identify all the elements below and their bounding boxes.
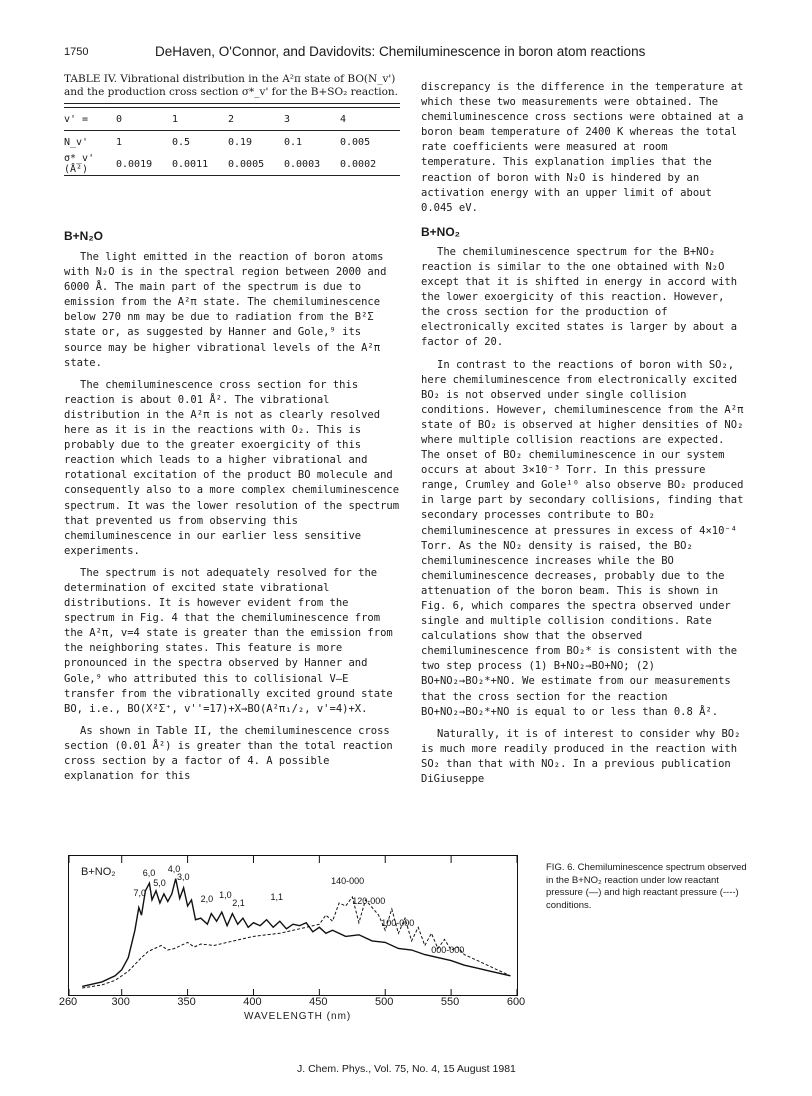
x-tick-label: 300 bbox=[111, 996, 130, 1008]
table-header-cell: 4 bbox=[340, 113, 347, 125]
table-header-row bbox=[64, 108, 400, 130]
table-cell: 0.0002 bbox=[340, 158, 377, 170]
paragraph: The chemiluminescence spectrum for the B+NO₂ reaction is similar to the one obtained with N₂O except that it is shifted in energy in accord with the lower exoergicity of this reaction. However, the cross section for the production of electronically excited states is larger by about a factor of 20. bbox=[421, 245, 738, 349]
band-label: 1,0 bbox=[219, 890, 232, 900]
table-header-cell: 0 bbox=[116, 113, 123, 125]
band-label: 100-000 bbox=[381, 918, 415, 928]
table-cell: 0.1 bbox=[284, 136, 303, 148]
band-label: 140-000 bbox=[331, 876, 365, 886]
band-label: 2,0 bbox=[200, 894, 214, 904]
paragraph: In contrast to the reactions of boron with SO₂, here chemiluminescence from electronically excited BO₂ is not observed under single collision conditions. However, chemiluminescence from the A²π state of BO₂ is observed at higher densities of NO₂ where multiple collision reactions are expected. The onset of BO₂ chemiluminescence in our system occurs at about 3×10⁻³ Torr. In this pressure range, Crumley and Gole¹⁰ also observe BO₂ produced in large part by secondary collisions, finding that secondary processes contribute to BO₂ chemiluminescence at pressures in excess of 4×10⁻⁴ Torr. As the NO₂ density is raised, the BO₂ chemiluminescence increases while the BO chemiluminescence decreases, probably due to the attenuation of the boron beam. This is shown in Fig. 6, which compares the spectra observed under single and multiple collision conditions. Rate calculations show that the observed chemiluminescence from BO₂* is consistent with the two step process (1) B+NO₂→BO+NO; (2) BO+NO₂→BO₂*+NO. We estimate from our measurements that the cross section for the reaction BO+NO₂→BO₂*+NO is equal to or less than 0.8 Å². bbox=[421, 358, 744, 718]
paragraph: Naturally, it is of interest to consider why BO₂ is much more readily produced in the reaction with SO₂ than that with NO₂. In a previous publication DiGiuseppe bbox=[421, 727, 741, 786]
band-label: 000-000 bbox=[431, 945, 465, 955]
table-cell: 0.0003 bbox=[284, 158, 321, 170]
table-caption: TABLE IV. Vibrational distribution in the A²π state of BO(N_v') and the production cross section σ*_v' for the B+SO₂ reaction. bbox=[64, 73, 399, 98]
x-tick-label: 350 bbox=[177, 996, 196, 1008]
band-label: 4,0 bbox=[167, 864, 181, 874]
table-header-cell: 1 bbox=[172, 113, 179, 125]
band-label: 120-000 bbox=[352, 896, 386, 906]
band-label: 3,0 bbox=[176, 872, 190, 882]
paragraph: The light emitted in the reaction of boron atoms with N₂O is in the spectral region between 2000 and 6000 Å. The main part of the spectrum is due to emission from the A²π state. The chemiluminescence below 270 nm may be due to radiation from the B²Σ state or, as suggested by Hanner and Gole,⁹ its source may be higher vibrational levels of the A²π state. bbox=[64, 251, 387, 369]
paragraph: discrepancy is the difference in the temperature at which these two measurements were obtained. The chemiluminescence cross sections were obtained at a boron beam temperature of 2400 K whereas the total rate coefficients were measured at room temperature. This explanation implies that the reaction of boron with N₂O is hindered by an activation energy with an upper limit of about 0.045 eV. bbox=[421, 81, 744, 214]
paragraph: The spectrum is not adequately resolved for the determination of excited state vibrational distributions. It is however evident from the spectrum in Fig. 4 that the chemiluminescence from the A²π, v=4 state is greater than the emission from the neighboring states. This feature is more pronounced in the spectra observed by Hanner and Gole,⁹ who attributed this to collisional V–E transfer from the vibrationally excited ground state BO, i.e., BO(X²Σ⁺, v''=17)+X→BO(A²π₁/₂, v'=4)+X. bbox=[64, 566, 393, 715]
data-table bbox=[64, 108, 400, 130]
left-column bbox=[64, 229, 400, 784]
table-header-cell: v' = bbox=[64, 113, 89, 125]
band-label: 7,0 bbox=[133, 888, 146, 898]
section-heading: B+N₂O bbox=[64, 229, 104, 243]
series-low-pressure-line bbox=[82, 879, 510, 987]
table-cell: 0.0019 bbox=[116, 158, 153, 170]
table-row bbox=[64, 131, 400, 153]
table-cell: 0.19 bbox=[228, 136, 253, 148]
right-column bbox=[421, 80, 749, 787]
figure-frame bbox=[68, 855, 518, 996]
spectrum-plot bbox=[69, 856, 517, 995]
band-label: 1,1 bbox=[270, 892, 284, 902]
table-row bbox=[64, 153, 400, 175]
table-cell: 1 bbox=[116, 136, 123, 148]
x-tick-label: 500 bbox=[375, 996, 394, 1008]
x-axis-label: WAVELENGTH (nm) bbox=[244, 1011, 352, 1022]
band-label: 5,0 bbox=[153, 878, 166, 888]
x-tick-label: 400 bbox=[243, 996, 262, 1008]
band-label: 2,1 bbox=[232, 898, 245, 908]
table-cell: σ*_v' (Å²) bbox=[64, 153, 95, 175]
table-block bbox=[64, 73, 400, 176]
table-cell: 0.5 bbox=[172, 136, 191, 148]
table-cell: 0.0011 bbox=[172, 158, 209, 170]
data-table-body bbox=[64, 131, 400, 175]
running-title: DeHaven, O'Connor, and Davidovits: Chemiluminescence in boron atom reactions bbox=[155, 44, 646, 59]
x-tick-label: 550 bbox=[440, 996, 460, 1008]
x-tick-label: 450 bbox=[309, 996, 328, 1008]
figure-caption: FIG. 6. Chemiluminescence spectrum observed in the B+NO₂ reaction under low reactant pressure (—) and high reactant pressure (----) conditions. bbox=[546, 862, 747, 911]
paragraph: As shown in Table II, the chemiluminescence cross section (0.01 Å²) is greater than the total reaction cross section by a factor of 4. A possible explanation for this bbox=[64, 724, 393, 783]
paragraph: The chemiluminescence cross section for this reaction is about 0.01 Å². The vibrational distribution in the A²π is not as clearly resolved here as it is in the reactions with O₂. This is probably due to the greater exoergicity of this reaction which leads to a higher vibrational and rotational excitation of the product BO molecule and consequently also to a more complex chemiluminescence spectrum. It was the lower resolution of the spectrum that prevented us from observing this chemiluminescence in our earlier less sensitive experiments. bbox=[64, 378, 400, 557]
page-number: 1750 bbox=[64, 46, 89, 58]
table-cell: N_v' bbox=[64, 136, 89, 148]
chart-title: B+NO₂ bbox=[81, 866, 116, 878]
table-cell: 0.0005 bbox=[228, 158, 265, 170]
series-high-pressure-line bbox=[82, 897, 510, 988]
table-header-cell: 3 bbox=[284, 113, 291, 125]
journal-citation: J. Chem. Phys., Vol. 75, No. 4, 15 August 1981 bbox=[297, 1063, 516, 1075]
band-label: 6,0 bbox=[142, 868, 156, 878]
x-tick-label: 600 bbox=[506, 996, 526, 1008]
x-tick-label: 260 bbox=[58, 996, 78, 1008]
table-cell: 0.005 bbox=[340, 136, 371, 148]
table-header-cell: 2 bbox=[228, 113, 235, 125]
table-bottom-rule bbox=[64, 175, 400, 176]
section-heading: B+NO₂ bbox=[421, 224, 461, 239]
